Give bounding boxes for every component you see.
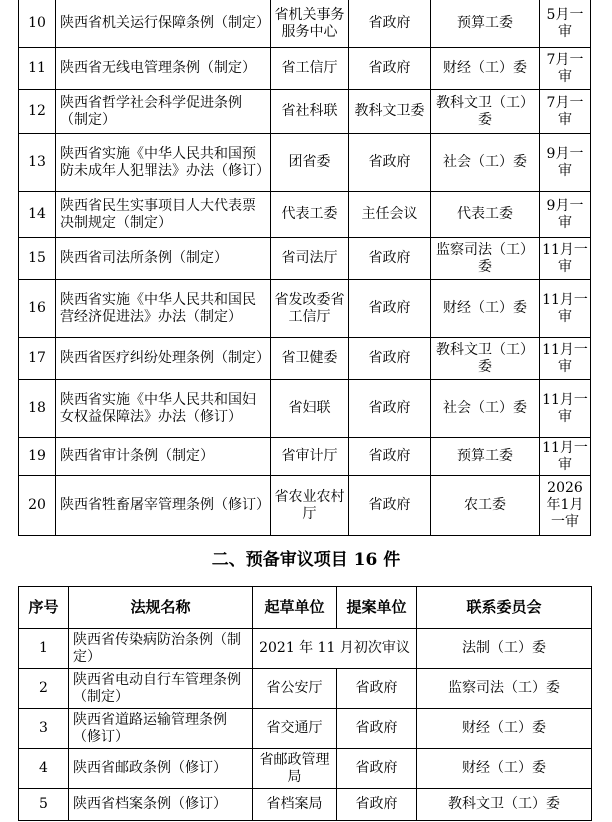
liaison-committee: 农工委	[431, 476, 540, 536]
review-schedule: 2026年1月一审	[540, 476, 591, 536]
proposing-unit: 省政府	[349, 134, 431, 192]
table-header-row	[19, 587, 592, 629]
law-name: 陕西省无线电管理条例（制定）	[56, 48, 271, 90]
liaison-committee: 财经（工）委	[417, 749, 592, 789]
row-number: 1	[19, 629, 69, 669]
drafting-unit: 团省委	[271, 134, 349, 192]
proposing-unit: 省政府	[337, 669, 417, 709]
table-row	[19, 380, 591, 438]
law-name: 陕西省邮政条例（修订）	[69, 749, 253, 789]
liaison-committee: 监察司法（工）委	[431, 238, 540, 280]
law-name: 陕西省司法所条例（制定）	[56, 238, 271, 280]
review-schedule: 11月一审	[540, 280, 591, 338]
drafting-unit: 省工信厅	[271, 48, 349, 90]
section-title: 二、预备审议项目 16 件	[211, 550, 401, 570]
law-name: 陕西省牲畜屠宰管理条例（修订）	[56, 476, 271, 536]
review-schedule: 9月一审	[540, 134, 591, 192]
proposing-unit: 主任会议	[349, 192, 431, 238]
drafting-unit: 省卫健委	[271, 338, 349, 380]
liaison-committee: 教科文卫（工）委	[431, 338, 540, 380]
drafting-unit: 省发改委省工信厅	[271, 280, 349, 338]
law-name: 陕西省档案条例（修订）	[69, 789, 253, 821]
review-schedule: 11月一审	[540, 238, 591, 280]
liaison-committee: 代表工委	[431, 192, 540, 238]
proposing-unit: 省政府	[337, 749, 417, 789]
header-law-name: 法规名称	[69, 587, 253, 629]
law-name: 陕西省电动自行车管理条例（制定）	[69, 669, 253, 709]
drafting-unit: 省公安厅	[253, 669, 337, 709]
row-number: 17	[19, 338, 56, 380]
preliminary-review-table	[18, 586, 592, 821]
review-note: 2021 年 11 月初次审议	[253, 629, 417, 669]
law-name: 陕西省实施《中华人民共和国预防未成年人犯罪法》办法（修订）	[56, 134, 271, 192]
law-name: 陕西省哲学社会科学促进条例（制定）	[56, 90, 271, 134]
row-number: 11	[19, 48, 56, 90]
proposing-unit: 省政府	[349, 338, 431, 380]
liaison-committee: 教科文卫（工）委	[431, 90, 540, 134]
liaison-committee: 预算工委	[431, 0, 540, 48]
table-row	[19, 192, 591, 238]
legislation-table-continued	[18, 0, 591, 536]
table-row	[19, 238, 591, 280]
liaison-committee: 社会（工）委	[431, 134, 540, 192]
proposing-unit: 省政府	[349, 380, 431, 438]
proposing-unit: 省政府	[349, 48, 431, 90]
row-number: 10	[19, 0, 56, 48]
drafting-unit: 代表工委	[271, 192, 349, 238]
liaison-committee: 财经（工）委	[431, 48, 540, 90]
proposing-unit: 省政府	[349, 238, 431, 280]
table-row	[19, 90, 591, 134]
row-number: 13	[19, 134, 56, 192]
row-number: 4	[19, 749, 69, 789]
law-name: 陕西省审计条例（制定）	[56, 438, 271, 476]
liaison-committee: 教科文卫（工）委	[417, 789, 592, 821]
row-number: 12	[19, 90, 56, 134]
proposing-unit: 省政府	[349, 280, 431, 338]
liaison-committee: 财经（工）委	[431, 280, 540, 338]
table-row	[19, 134, 591, 192]
review-schedule: 9月一审	[540, 192, 591, 238]
row-number: 19	[19, 438, 56, 476]
review-schedule: 11月一审	[540, 438, 591, 476]
law-name: 陕西省民生实事项目人大代表票决制规定（制定）	[56, 192, 271, 238]
row-number: 15	[19, 238, 56, 280]
liaison-committee: 法制（工）委	[417, 629, 592, 669]
table-row	[19, 629, 592, 669]
drafting-unit: 省司法厅	[271, 238, 349, 280]
law-name: 陕西省实施《中华人民共和国民营经济促进法》办法（制定）	[56, 280, 271, 338]
row-number: 16	[19, 280, 56, 338]
row-number: 20	[19, 476, 56, 536]
table-row	[19, 789, 592, 821]
review-schedule: 7月一审	[540, 90, 591, 134]
proposing-unit: 省政府	[337, 709, 417, 749]
row-number: 2	[19, 669, 69, 709]
header-proposing-unit: 提案单位	[337, 587, 417, 629]
drafting-unit: 省社科联	[271, 90, 349, 134]
liaison-committee: 预算工委	[431, 438, 540, 476]
table-row	[19, 749, 592, 789]
liaison-committee: 社会（工）委	[431, 380, 540, 438]
header-number: 序号	[19, 587, 69, 629]
drafting-unit: 省审计厅	[271, 438, 349, 476]
drafting-unit: 省农业农村厅	[271, 476, 349, 536]
liaison-committee: 监察司法（工）委	[417, 669, 592, 709]
table-row	[19, 476, 591, 536]
liaison-committee: 财经（工）委	[417, 709, 592, 749]
table-row	[19, 280, 591, 338]
review-schedule: 11月一审	[540, 338, 591, 380]
row-number: 14	[19, 192, 56, 238]
review-schedule: 5月一审	[540, 0, 591, 48]
proposing-unit: 教科文卫委	[349, 90, 431, 134]
proposing-unit: 省政府	[349, 476, 431, 536]
header-liaison-committee: 联系委员会	[417, 587, 592, 629]
law-name: 陕西省传染病防治条例（制定）	[69, 629, 253, 669]
table-row	[19, 338, 591, 380]
drafting-unit: 省妇联	[271, 380, 349, 438]
proposing-unit: 省政府	[349, 0, 431, 48]
law-name: 陕西省机关运行保障条例（制定）	[56, 0, 271, 48]
proposing-unit: 省政府	[349, 438, 431, 476]
row-number: 18	[19, 380, 56, 438]
review-schedule: 11月一审	[540, 380, 591, 438]
table-row	[19, 438, 591, 476]
header-drafting-unit: 起草单位	[253, 587, 337, 629]
drafting-unit: 省交通厅	[253, 709, 337, 749]
law-name: 陕西省医疗纠纷处理条例（制定）	[56, 338, 271, 380]
law-name: 陕西省实施《中华人民共和国妇女权益保障法》办法（修订）	[56, 380, 271, 438]
drafting-unit: 省档案局	[253, 789, 337, 821]
row-number: 3	[19, 709, 69, 749]
drafting-unit: 省机关事务服务中心	[271, 0, 349, 48]
proposing-unit: 省政府	[337, 789, 417, 821]
row-number: 5	[19, 789, 69, 821]
review-schedule: 7月一审	[540, 48, 591, 90]
drafting-unit: 省邮政管理局	[253, 749, 337, 789]
table-row	[19, 0, 591, 48]
table-row	[19, 709, 592, 749]
table-row	[19, 48, 591, 90]
table-row	[19, 669, 592, 709]
law-name: 陕西省道路运输管理条例（修订）	[69, 709, 253, 749]
